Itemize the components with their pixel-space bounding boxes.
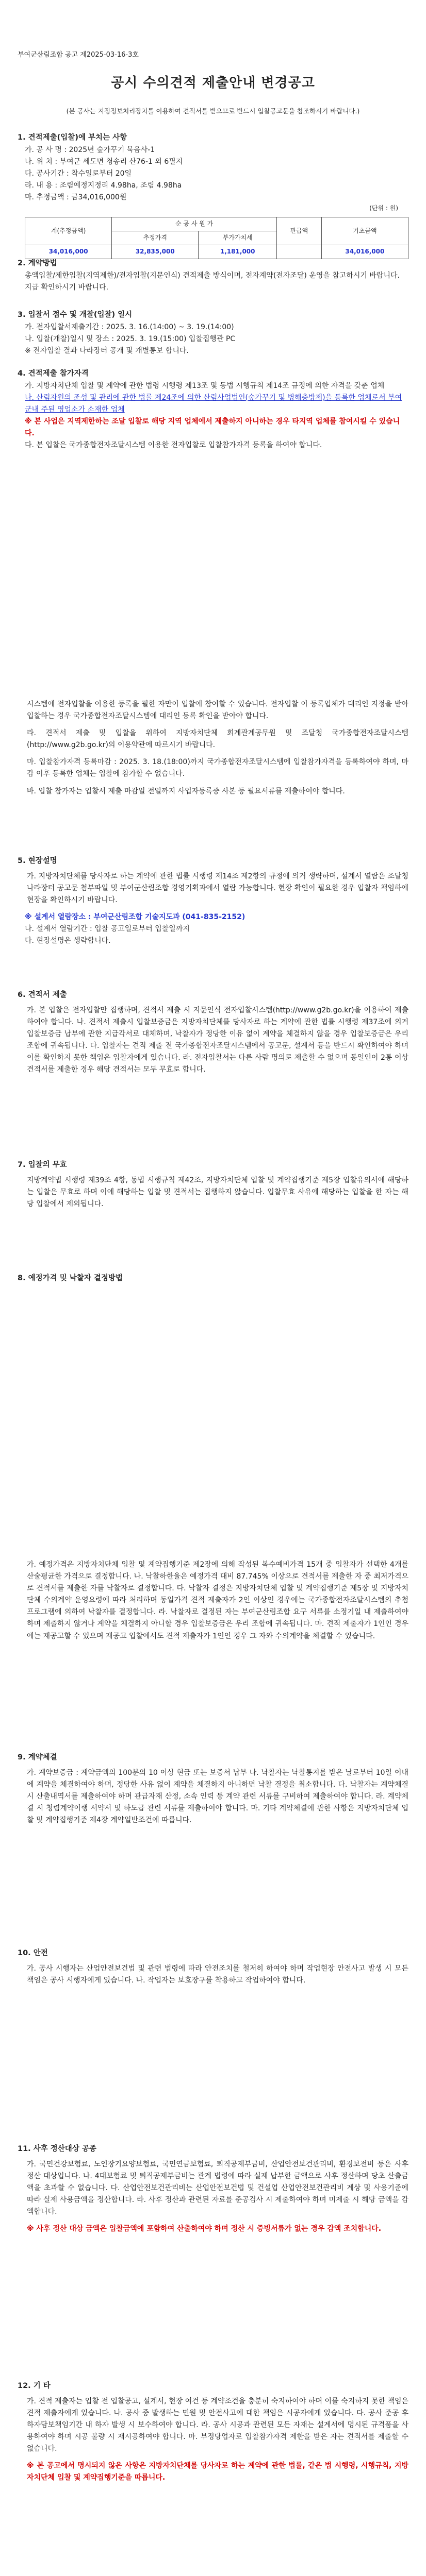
budget-table: [25, 217, 408, 259]
s8-text: 가. 예정가격은 지방자치단체 입찰 및 계약집행기준 제2장에 의해 작성된 복수예비가격 15개 중 입찰자가 선택한 4개를 산술평균한 가격으로 결정합니다. 나. 낙찰하한율은 예정가격 대비 87.745% 이상으로 견적서를 제출한 자 중 최저가격으로 견적서를 제출한 자를 낙찰자로 결정합니다. 다. 낙찰자 결정은 지방자치단체 입찰 및 계약집행기준 제5장 및 지방자치단체 수의계약 운영요령에 따라 처리하며 동일가격 견적 제출자가 2인 이상인 경우에는 국가종합전자조달시스템의 추첨 프로그램에 의하여 낙찰자를 결정합니다. 라. 낙찰자로 결정된 자는 부여군산림조합 요구 서류를 소정기일 내 제출하여야 하며 제출하지 않거나 계약을 체결하지 아니할 경우 입찰보증금은 우리 조합에 귀속됩니다. 마. 견적 제출자가 1인인 경우에는 재공고할 수 있으며 재공고 입찰에서도 견적 제출자가 1인인 경우 그 자와 수의계약을 체결할 수 있습니다.: [27, 1561, 408, 1640]
s4-text-2: 라. 견적서 제출 및 입찰을 위하여 지방자치단체 회계관계공무원 및 조달청 국가종합전자조달시스템(http://www.g2b.go.kr)의 이용약관에 따르시기 바랍니다.: [27, 729, 408, 750]
section-7-title: 7. 입찰의 무효: [18, 1161, 67, 1169]
s3-item-2: 나. 입찰(개찰)일시 및 장소 : 2025. 3. 19.(15:00) 입찰집행관 PC: [25, 335, 236, 344]
s4-text-4: 바. 입찰 참가자는 입찰서 제출 마감일 전일까지 사업자등록증 사본 등 필요서류를 제출하여야 합니다.: [27, 787, 345, 795]
s7-text: 지방계약법 시행령 제39조 4항, 동법 시행규칙 제42조, 지방자치단체 입찰 및 계약집행기준 제5장 입찰유의서에 해당하는 입찰은 무효로 하며 이에 해당하는 입찰 및 견적서는 집행하지 않습니다. 입찰무효 사유에 해당하는 입찰을 한 자는 해당 입찰에서 제외됩니다.: [27, 1176, 408, 1209]
s1-item-1: 가. 공 사 명 : 2025년 숲가꾸기 묵음사-1: [25, 145, 155, 154]
s9-text: 가. 계약보증금 : 계약금액의 100분의 10 이상 현금 또는 보증서 납부 나. 낙찰자는 낙찰통지를 받은 날로부터 10일 이내에 계약을 체결하여야 하며, 정당한 사유 없이 계약을 체결하지 아니하면 낙찰 결정을 취소합니다. 다. 낙찰자는 계약체결 시 산출내역서를 제출하여야 하며 관급자재 산정, 소속 인력 등 계약 관련 서류를 구비하여 제출하여야 합니다. 라. 계약체결 시 청렴계약이행 서약서 및 하도급 관련 서류를 제출하여야 합니다. 마. 기타 계약체결에 관한 사항은 지방자치단체 입찰 및 계약집행기준 제4장 계약일반조건에 따릅니다.: [27, 1768, 408, 1825]
section-12-title: 12. 기 타: [18, 2382, 51, 2390]
th-base: 기초금액: [321, 217, 408, 245]
section-7: [18, 1159, 408, 1215]
section-12: [18, 2380, 408, 2489]
section-11-title: 11. 사후 정산대상 공종: [18, 2145, 96, 2153]
section-3-title: 3. 입찰서 접수 및 개찰(입찰) 일시: [18, 311, 133, 319]
section-6: [18, 989, 408, 1081]
section-2-title: 2. 계약방법: [18, 259, 57, 267]
s12-red-note: ※ 본 공고에서 명시되지 않은 사항은 지방자치단체를 당사자로 하는 계약에 관한 법률, 같은 법 시행령, 시행규칙, 지방자치단체 입찰 및 계약집행기준을 따릅니다.: [27, 2462, 408, 2482]
s1-item-4: 라. 내 용 : 조림예정지정리 4.98ha, 조림 4.98ha: [25, 181, 182, 190]
s3-item-1: 가. 전자입찰서제출기간 : 2025. 3. 16.(14:00) ~ 3. 19.(14:00): [25, 323, 234, 331]
s4-text-1: 시스템에 전자입찰을 이용한 등록을 필한 자만이 입찰에 참여할 수 있습니다. 전자입찰 이 등록업체가 대리인 지정을 받아 입찰하는 경우 국가종합전자조달시스템에 대리인 등록 확인을 받아야 합니다.: [27, 700, 408, 721]
td-est: 32,835,000: [112, 245, 199, 259]
s12-text: 가. 견적 제출자는 입찰 전 입찰공고, 설계서, 현장 여건 등 계약조건을 충분히 숙지하여야 하며 이를 숙지하지 못한 책임은 견적 제출자에게 있습니다. 나. 공사 중 발생하는 민원 및 안전사고에 대한 책임은 시공자에게 있습니다. 다. 공사 준공 후 하자담보책임기간 내 하자 발생 시 보수하여야 합니다. 라. 공사 시공과 관련된 모든 자재는 설계서에 명시된 규격품을 사용하여야 하며 시공 불량 시 재시공하여야 합니다. 마. 부정당업자로 입찰참가자격 제한을 받은 자는 견적서를 제출할 수 없습니다.: [27, 2397, 408, 2453]
th-tax: 부가가치세: [199, 231, 277, 245]
section-8-body: [18, 1556, 408, 1648]
th-gov: 관급액: [277, 217, 322, 245]
section-11: [18, 2143, 408, 2240]
td-base: 34,016,000: [321, 245, 408, 259]
s5-red-note: ※ 설계서 열람장소 : 부여군산림조합 기술지도과 (041-835-2152): [25, 913, 245, 922]
s6-text: 가. 본 입찰은 전자입찰만 집행하며, 견적서 제출 시 지문인식 전자입찰시스템(http://www.g2b.go.kr)을 이용하여 제출하여야 합니다. 나. 견적서 제출시 입찰보증금은 지방자치단체를 당사자로 하는 계약에 관한 법률 시행령 제37조에 의거 입찰보증금 납부에 관한 지급각서로 대체하며, 낙찰자가 정당한 이유 없이 계약을 체결하지 않을 경우 입찰보증금은 우리 조합에 귀속됩니다. 다. 입찰자는 견적 제출 전 국가종합전자조달시스템에서 공고문, 설계서 등을 반드시 확인하여야 하며 이를 확인하지 못한 책임은 입찰자에게 있습니다. 라. 전자입찰서는 다른 사람 명의로 제출할 수 없으며 동일인이 2통 이상 견적서를 제출한 경우 해당 견적서는 모두 무효로 합니다.: [27, 1006, 408, 1074]
th-direct: 순 공 사 원 가: [112, 217, 277, 231]
section-9: [18, 1752, 408, 1832]
section-8-title: 8. 예정가격 및 낙찰자 결정방법: [18, 1274, 123, 1282]
document-number: 부여군산림조합 공고 제2025-03-16-3호: [18, 51, 139, 59]
s5-item-2: 다. 현장설명은 생략합니다.: [25, 937, 111, 945]
page-subtitle: (본 공사는 지정정보처리장치를 이용하여 견적서를 받으므로 반드시 입찰공고문을 참조하시기 바랍니다.): [66, 107, 360, 115]
th-total: 계(추정금액): [25, 217, 112, 245]
s11-red-note: ※ 사후 정산 대상 금액은 입찰금액에 포함하여 산출하여야 하며 정산 시 증빙서류가 없는 경우 감액 조치합니다.: [27, 2225, 382, 2233]
s4-item-2: [25, 392, 408, 416]
s11-text: 가. 국민건강보험료, 노인장기요양보험료, 국민연금보험료, 퇴직공제부금비, 산업안전보건관리비, 환경보전비 등은 사후 정산 대상입니다. 나. 4대보험료 및 퇴직공제부금비는 관계 법령에 따라 실제 납부한 금액으로 사후 정산하며 당초 산출금액을 초과할 수 없습니다. 다. 산업안전보건관리비는 산업안전보건법 및 건설업 산업안전보건관리비 계상 및 사용기준에 따라 실제 사용금액을 정산합니다. 라. 사후 정산과 관련된 자료를 준공검사 시 제출하여야 하며 미제출 시 해당 금액을 감액합니다.: [27, 2160, 408, 2216]
unit-label: (단위 : 원): [369, 205, 398, 212]
section-10: [18, 1947, 408, 1992]
td-tax: 1,181,000: [199, 245, 277, 259]
s4-text-3: 마. 입찰참가자격 등록마감 : 2025. 3. 18.(18:00)까지 국가종합전자조달시스템에 입찰참가자격을 등록하여야 하며, 마감 이후 등록한 업체는 입찰에 참가할 수 없습니다.: [27, 758, 408, 778]
section-4: [18, 368, 408, 451]
td-total: 34,016,000: [25, 245, 112, 259]
section-3: [18, 309, 408, 357]
section-5-title: 5. 현장설명: [18, 857, 57, 865]
s4-item-2-text: 나. 산림자원의 조성 및 관리에 관한 법률 제24조에 의한 산림사업법인(숲가꾸기 및 병해충방제)을 등록한 업체로서 부여군내 주된 영업소가 소재한 업체: [25, 394, 402, 414]
page-title: 공시 수의견적 제출안내 변경공고: [111, 75, 315, 91]
section-4-title: 4. 견적제출 참가자격: [18, 369, 89, 378]
th-est: 추정가격: [112, 231, 199, 245]
section-1: [18, 132, 408, 262]
s5-item-1: 나. 설계서 열람기간 : 입찰 공고일로부터 입찰일까지: [25, 925, 190, 934]
section-2: [18, 258, 408, 294]
s5-text: 가. 지방자치단체를 당사자로 하는 계약에 관한 법률 시행령 제14조 제2항의 규정에 의거 생략하며, 설계서 열람은 조달청 나라장터 공고문 첨부파일 및 부여군산림조합 경영기획과에서 열람 가능합니다. 현장 확인이 필요한 경우 입찰자 책임하에 현장을 확인하시기 바랍니다.: [27, 872, 408, 905]
s2-line-1: 총액입찰/제한입찰(지역제한)/전자입찰(지문인식) 견적제출 방식이며, 전자계약(전자조달) 운영을 참고하시기 바랍니다.: [25, 271, 400, 280]
s4-item-1: 가. 지방자치단체 입찰 및 계약에 관한 법령 시행령 제13조 및 동법 시행규칙 제14조 규정에 의한 자격을 갖춘 업체: [25, 381, 385, 390]
section-9-title: 9. 계약체결: [18, 1753, 57, 1761]
section-1-title: 1. 견적제출(입찰)에 부치는 사항: [18, 133, 127, 142]
s1-item-5: 마. 추정금액 : 금34,016,000원: [25, 193, 127, 202]
s4-item-3-note: ※ 본 사업은 지역제한하는 조달 입찰로 해당 지역 업체에서 제출하지 아니하는 경우 타지역 업체를 참여시킬 수 있습니다.: [25, 417, 400, 438]
section-10-title: 10. 안전: [18, 1949, 48, 1957]
section-6-title: 6. 견적서 제출: [18, 991, 67, 999]
s1-item-2: 나. 위 치 : 부여군 세도면 청송리 산76-1 외 6필지: [25, 158, 183, 166]
s4-item-4: 다. 본 입찰은 국가종합전자조달시스템 이용한 전자입찰로 입찰참가자격 등록을 하여야 합니다.: [25, 441, 322, 450]
section-4-body: [18, 696, 408, 803]
s1-item-3: 다. 공사기간 : 착수일로부터 20일: [25, 170, 132, 178]
td-gov: [277, 245, 322, 259]
s3-item-3: ※ 전자입찰 결과 나라장터 공개 및 개별통보 합니다.: [25, 347, 189, 355]
section-5: [18, 855, 408, 947]
section-8: [18, 1273, 408, 1285]
s10-text: 가. 공사 시행자는 산업안전보건법 및 관련 법령에 따라 안전조치를 철저히 하여야 하며 작업현장 안전사고 발생 시 모든 책임은 공사 시행자에게 있습니다. 나. 작업자는 보호장구를 착용하고 작업하여야 합니다.: [27, 1964, 408, 1985]
s2-line-2: 지급 확인하시기 바랍니다.: [25, 283, 109, 292]
